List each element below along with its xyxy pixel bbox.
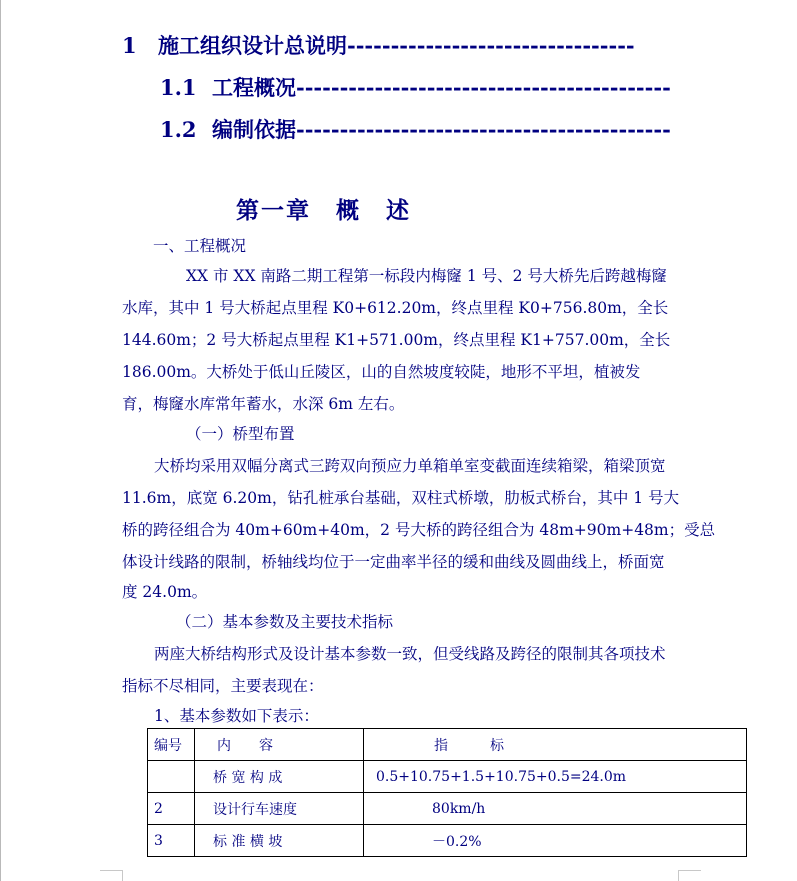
toc-title: 编制依据------------------------------------------- — [212, 117, 671, 142]
toc-number: 1.2 — [160, 117, 197, 142]
table-row — [148, 825, 747, 857]
chapter-title: 第一章 概 述 — [236, 197, 411, 224]
toc-title: 工程概况------------------------------------------- — [212, 75, 671, 100]
para1-line: 144.60m；2 号大桥起点里程 K1+571.00m，终点里程 K1+757.00m，全长 — [122, 331, 671, 349]
toc-entry-1[interactable] — [122, 30, 635, 60]
table-header-row — [148, 729, 747, 761]
para2-line: 大桥均采用双幅分离式三跨双向预应力单箱单室变截面连续箱梁，箱梁顶宽 — [154, 457, 666, 475]
toc-number: 1.1 — [160, 75, 197, 100]
table-cell: 80km/h — [364, 793, 747, 825]
para2-line: 桥的跨径组合为 40m+60m+40m，2 号大桥的跨径组合为 48m+90m+48m；受总 — [122, 521, 716, 539]
table-cell: －0.2% — [364, 825, 747, 857]
para1-line: 育，梅窿水库常年蓄水，水深 6m 左右。 — [122, 395, 405, 413]
table-row — [148, 761, 747, 793]
table-cell — [148, 761, 195, 793]
table-cell: 3 — [148, 825, 195, 857]
para1-line: 水库，其中 1 号大桥起点里程 K0+612.20m，终点里程 K0+756.80m，全长 — [122, 299, 669, 317]
toc-number: 1 — [122, 33, 137, 58]
page-corner-mark-left — [100, 870, 123, 881]
table-header-cell: 指 标 — [364, 729, 747, 761]
table-header-cell: 内 容 — [195, 729, 364, 761]
parameters-table — [147, 728, 747, 857]
table-cell: 2 — [148, 793, 195, 825]
subsection-heading: （一）桥型布置 — [186, 425, 295, 443]
para2-line: 11.6m，底宽 6.20m，钻孔桩承台基础，双柱式桥墩，肋板式桥台，其中 1 号大 — [122, 489, 680, 507]
section-heading: 一、工程概况 — [153, 237, 247, 255]
page-left-edge — [0, 0, 1, 881]
para2-line: 度 24.0m。 — [122, 583, 208, 601]
para1-line: 186.00m。大桥处于低山丘陵区，山的自然坡度较陡，地形不平坦，植被发 — [122, 363, 641, 381]
table-cell: 设计行车速度 — [195, 793, 364, 825]
toc-entry-1-2[interactable] — [160, 114, 671, 144]
page-corner-mark-right — [678, 870, 701, 881]
list-intro: 1、基本参数如下表示： — [154, 707, 319, 725]
table-cell: 桥 宽 构 成 — [195, 761, 364, 793]
toc-entry-1-1[interactable] — [160, 72, 671, 102]
para1-line: XX 市 XX 南路二期工程第一标段内梅窿 1 号、2 号大桥先后跨越梅窿 — [186, 267, 667, 285]
table-row — [148, 793, 747, 825]
toc-title: 施工组织设计总说明--------------------------------- — [158, 33, 635, 58]
subsection-heading: （二）基本参数及主要技术指标 — [176, 613, 394, 631]
para3-line: 指标不尽相同，主要表现在： — [122, 677, 324, 695]
table-cell: 0.5+10.75+1.5+10.75+0.5=24.0m — [364, 761, 747, 793]
para3-line: 两座大桥结构形式及设计基本参数一致，但受线路及跨径的限制其各项技术 — [154, 645, 666, 663]
table-header-cell: 编号 — [148, 729, 195, 761]
table-cell: 标 准 横 坡 — [195, 825, 364, 857]
para2-line: 体设计线路的限制，桥轴线均位于一定曲率半径的缓和曲线及圆曲线上，桥面宽 — [122, 553, 665, 571]
